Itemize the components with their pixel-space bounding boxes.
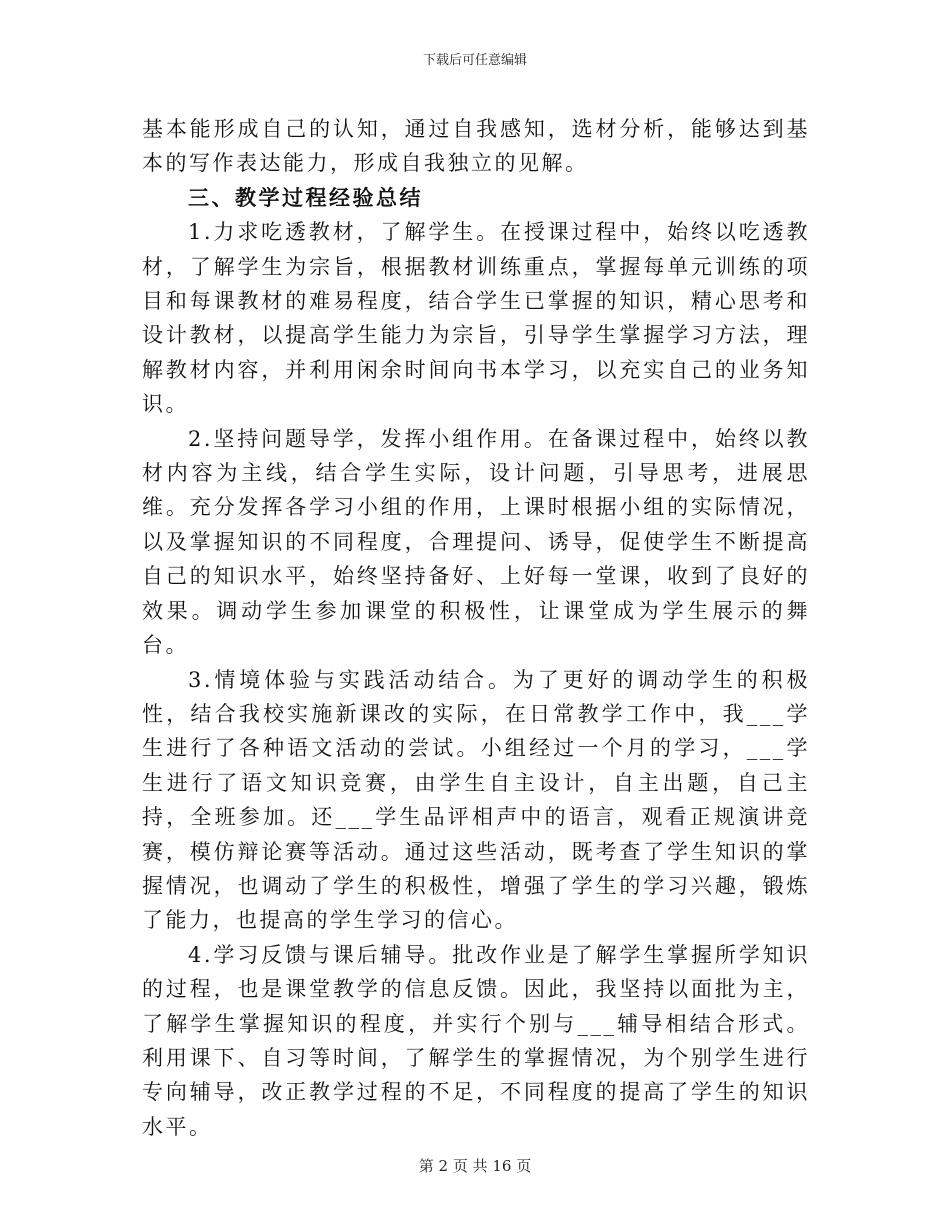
paragraph-item-4: 4.学习反馈与课后辅导。批改作业是了解学生掌握所学知识的过程，也是课堂教学的信息反馈。因此，我坚持以面批为主，了解学生掌握知识的程度，并实行个别与___辅导相结合形式。利用课下、自习等时间，了解学生的掌握情况，为个别学生进行专向辅导，改正教学过程的不足，不同程度的提高了学生的知识水平。 [142,942,810,1139]
page-number: 第 2 页 共 16 页 [418,1157,532,1175]
page-header-note: 下载后可任意编辑 [422,53,527,68]
paragraph-continuation: 基本能形成自己的认知，通过自我感知，选材分析，能够达到基本的写作表达能力，形成自我独立的见解。 [142,117,810,176]
section-heading: 三、教学过程经验总结 [188,184,423,210]
paragraph-item-1: 1.力求吃透教材，了解学生。在授课过程中，始终以吃透教材，了解学生为宗旨，根据教材训练重点，掌握每单元训练的项目和每课教材的难易程度，结合学生已掌握的知识，精心思考和设计教材，以提高学生能力为宗旨，引导学生掌握学习方法，理解教材内容，并利用闲余时间向书本学习，以充实自己的业务知识。 [142,220,810,417]
paragraph-item-3: 3.情境体验与实践活动结合。为了更好的调动学生的积极性，结合我校实施新课改的实际，在日常教学工作中，我___学生进行了各种语文活动的尝试。小组经过一个月的学习，___学生进行了语文知识竞赛，由学生自主设计，自主出题，自己主持，全班参加。还___学生品评相声中的语言，观看正规演讲竞赛，模仿辩论赛等活动。通过这些活动，既考查了学生知识的掌握情况，也调动了学生的积极性，增强了学生的学习兴趣，锻炼了能力，也提高的学生学习的信心。 [142,667,810,933]
paragraph-item-2: 2.坚持问题导学，发挥小组作用。在备课过程中，始终以教材内容为主线，结合学生实际，设计问题，引导思考，进展思维。充分发挥各学习小组的作用，上课时根据小组的实际情况，以及掌握知识的不同程度，合理提问、诱导，促使学生不断提高自己的知识水平，始终坚持备好、上好每一堂课，收到了良好的效果。调动学生参加课堂的积极性，让课堂成为学生展示的舞台。 [142,426,810,658]
document-body [142,112,810,1144]
